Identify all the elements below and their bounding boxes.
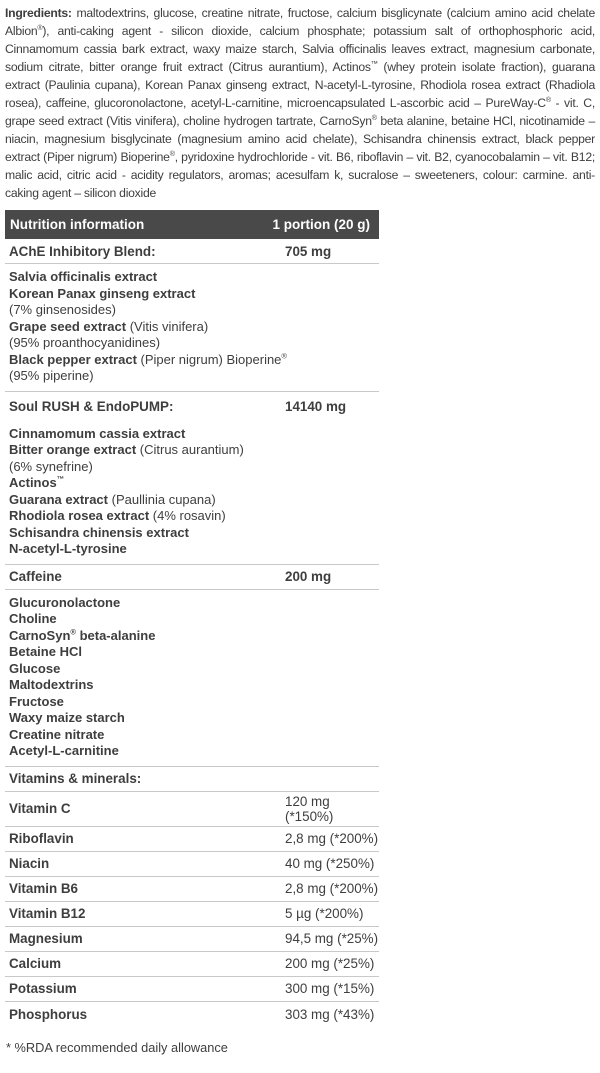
group-line: Bitter orange extract (Citrus aurantium): [9, 442, 244, 457]
group-line: Schisandra chinensis extract: [9, 524, 189, 540]
nutrition-table-header: [5, 210, 379, 239]
group-line: Glucuronolactone: [9, 594, 121, 610]
row-label: Caffeine: [9, 569, 62, 584]
row-label: Vitamin B12: [9, 906, 86, 921]
table-row: [5, 565, 379, 590]
ingredient-group: [5, 264, 379, 392]
row-value: 94,5 mg (*25%): [285, 931, 379, 946]
portion-size-label: 1 portion (20 g): [272, 217, 370, 232]
group-line: Waxy maize starch: [9, 710, 125, 725]
row-label: Magnesium: [9, 931, 83, 946]
group-line: Cinnamomum cassia extract: [9, 425, 186, 441]
group-line: Salvia officinalis extract: [9, 269, 158, 284]
table-row: [5, 927, 379, 952]
row-value: 200 mg: [285, 569, 332, 584]
rda-footnote: * %RDA recommended daily allowance: [6, 1039, 228, 1055]
ingredients-paragraph: [5, 4, 595, 202]
row-value: 40 mg (*250%): [285, 856, 375, 871]
row-value: 2,8 mg (*200%): [285, 831, 379, 846]
ingredient-group: [5, 590, 379, 767]
group-line: Black pepper extract (Piper nigrum) Bioperine®: [9, 351, 287, 367]
row-label: Potassium: [9, 981, 77, 996]
table-row: [5, 792, 379, 827]
row-label: Calcium: [9, 956, 62, 971]
group-line: Glucose: [9, 660, 61, 676]
table-row: [5, 877, 379, 902]
group-line: Acetyl-L-carnitine: [9, 743, 119, 758]
table-row: [5, 392, 379, 421]
row-value: 705 mg: [285, 243, 332, 259]
group-line: Rhodiola rosea extract (4% rosavin): [9, 508, 226, 523]
group-line: (6% synefrine): [9, 458, 93, 474]
group-line: Creatine nitrate: [9, 726, 105, 742]
nutrition-table: [5, 210, 379, 1027]
table-row: [5, 239, 379, 264]
ingredient-group: [5, 421, 379, 565]
row-label: Phosphorus: [9, 1006, 88, 1022]
group-line: (95% piperine): [9, 368, 94, 383]
table-row: [5, 902, 379, 927]
group-line: Guarana extract (Paullinia cupana): [9, 491, 216, 507]
row-label: Niacin: [9, 856, 50, 871]
row-value: 2,8 mg (*200%): [285, 881, 379, 896]
group-line: Actinos™: [9, 474, 65, 490]
table-row: [5, 977, 379, 1002]
row-value: 303 mg (*43%): [285, 1006, 375, 1022]
group-line: N-acetyl-L-tyrosine: [9, 541, 127, 556]
group-line: CarnoSyn® beta-alanine: [9, 627, 156, 643]
group-line: Korean Panax ginseng extract: [9, 285, 196, 301]
row-value: 5 µg (*200%): [285, 906, 364, 921]
group-line: (95% proanthocyanidines): [9, 335, 161, 350]
row-value: 120 mg (*150%): [285, 793, 334, 824]
row-label: AChE Inhibitory Blend:: [9, 243, 156, 259]
table-title: Nutrition information: [10, 217, 145, 232]
table-row: [5, 767, 379, 792]
group-line: Betaine HCl: [9, 644, 82, 659]
row-label: Soul RUSH & EndoPUMP:: [9, 398, 174, 414]
row-label: Vitamin B6: [9, 881, 78, 896]
group-line: Choline: [9, 611, 57, 626]
group-line: Fructose: [9, 693, 64, 709]
group-line: (7% ginsenosides): [9, 302, 116, 317]
table-row: [5, 1002, 379, 1027]
row-label: Riboflavin: [9, 831, 74, 846]
row-label: Vitamins & minerals:: [9, 771, 142, 786]
row-label: Vitamin C: [9, 801, 71, 816]
ingredients-label: Ingredients:: [5, 6, 72, 20]
row-value: 200 mg (*25%): [285, 956, 375, 971]
group-line: Grape seed extract (Vitis vinifera): [9, 318, 209, 334]
ingredients-text: maltodextrins, glucose, creatine nitrate, fructose, calcium bisglicynate (calcium amino acid chelate Albion®), anti-caking agent - silicon dioxide, calcium phosphate; potassium salt of orthophosphoric acid, Cinnamomum cassia bark extract, waxy maize starch, Salvia officinalis leaves extract, magnesium carbonate, sodium citrate, bitter orange fruit extract (Citrus aurantium), Actinos™ (whey protein isolate fraction), guarana extract (Paulinia cupana), Korean Panax ginseng extract, N-acetyl-L-tyrosine, Rhodiola rosea extract (Rhadiola rosea), caffeine, glucoronolactone, acetyl-L-carnitine, microencapsulated L-ascorbic acid – PureWay-C® - vit. C, grape seed extract (Vitis vinifera), choline hydrogen tartrate, CarnoSyn® beta alanine, betaine HCl, nicotinamide – niacin, magnesium bisglycinate (magnesium amino acid chelate), Schisandra chinensis extract, black pepper extract (Piper nigrum) Bioperine®, pyridoxine hydrochloride - vit. B6, riboflavin – vit. B2, cyanocobalamin – vit. B12; malic acid, citric acid - acidity regulators, aromas; acesulfam k, sucralose – sweeteners, colour: carmine. anti-caking agent – silicon dioxide: [5, 6, 596, 200]
row-value: 300 mg (*15%): [285, 981, 375, 996]
table-row: [5, 952, 379, 977]
table-row: [5, 852, 379, 877]
row-value: 14140 mg: [285, 398, 347, 414]
table-row: [5, 827, 379, 852]
nutrition-table-body: [5, 239, 379, 1027]
group-line: Maltodextrins: [9, 677, 94, 692]
